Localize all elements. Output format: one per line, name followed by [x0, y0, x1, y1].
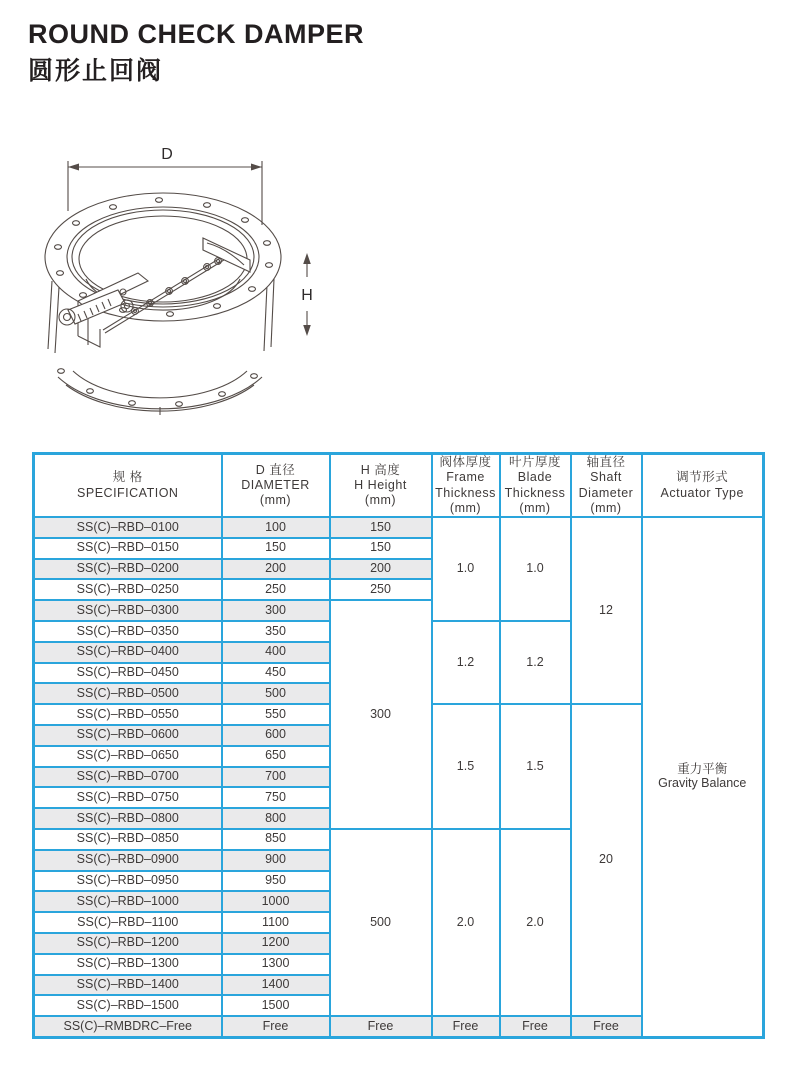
- spec-cell: SS(C)–RBD–1400: [34, 975, 222, 996]
- spec-table-head: [34, 454, 764, 518]
- spec-cell: SS(C)–RBD–0500: [34, 683, 222, 704]
- table-row: [34, 517, 764, 538]
- damper-isometric-drawing: [30, 133, 390, 433]
- diameter-cell: Free: [222, 1016, 330, 1037]
- column-header: 规 格 SPECIFICATION: [34, 454, 222, 518]
- height-cell: 150: [330, 517, 432, 538]
- dimension-height-label: H: [301, 287, 313, 304]
- spec-cell: SS(C)–RBD–0850: [34, 829, 222, 850]
- spec-cell: SS(C)–RBD–0450: [34, 663, 222, 684]
- spec-table-body: [34, 517, 764, 1037]
- height-cell: 150: [330, 538, 432, 559]
- diameter-cell: 600: [222, 725, 330, 746]
- blade-cell: Free: [500, 1016, 571, 1037]
- height-cell: 250: [330, 579, 432, 600]
- height-cell: 200: [330, 559, 432, 580]
- spec-cell: SS(C)–RBD–0400: [34, 642, 222, 663]
- diameter-cell: 450: [222, 663, 330, 684]
- technical-drawing: [30, 133, 390, 438]
- diameter-cell: 750: [222, 787, 330, 808]
- spec-cell: SS(C)–RBD–1200: [34, 933, 222, 954]
- blade-cell: 1.0: [500, 517, 571, 621]
- diameter-cell: 350: [222, 621, 330, 642]
- dimension-diameter-label: D: [161, 146, 173, 163]
- column-header: 轴直径 Shaft Diameter (mm): [571, 454, 642, 518]
- spec-cell: SS(C)–RBD–0200: [34, 559, 222, 580]
- height-cell: 300: [330, 600, 432, 829]
- height-cell: Free: [330, 1016, 432, 1037]
- blade-cell: 1.2: [500, 621, 571, 704]
- diameter-cell: 250: [222, 579, 330, 600]
- spec-cell: SS(C)–RBD–0550: [34, 704, 222, 725]
- diameter-cell: 1100: [222, 912, 330, 933]
- frame-cell: 1.2: [432, 621, 500, 704]
- frame-cell: Free: [432, 1016, 500, 1037]
- spec-cell: SS(C)–RBD–0350: [34, 621, 222, 642]
- bottom-flange-bolt-holes: [58, 369, 258, 407]
- diameter-cell: 500: [222, 683, 330, 704]
- column-header: 叶片厚度 Blade Thickness (mm): [500, 454, 571, 518]
- shaft-cell: 12: [571, 517, 642, 704]
- diameter-cell: 550: [222, 704, 330, 725]
- frame-cell: 1.5: [432, 704, 500, 829]
- blade-cell: 2.0: [500, 829, 571, 1016]
- column-header: 调节形式 Actuator Type: [642, 454, 764, 518]
- column-header: 阀体厚度 Frame Thickness (mm): [432, 454, 500, 518]
- actuator-cell: 重力平衡 Gravity Balance: [642, 517, 764, 1037]
- diameter-cell: 150: [222, 538, 330, 559]
- bottom-flange-inner-arc: [73, 371, 247, 398]
- diameter-cell: 300: [222, 600, 330, 621]
- spec-cell: SS(C)–RMBDRC–Free: [34, 1016, 222, 1037]
- blade-cell: 1.5: [500, 704, 571, 829]
- diameter-cell: 950: [222, 871, 330, 892]
- spec-cell: SS(C)–RBD–0600: [34, 725, 222, 746]
- spec-cell: SS(C)–RBD–1000: [34, 891, 222, 912]
- diameter-cell: 900: [222, 850, 330, 871]
- spec-cell: SS(C)–RBD–0700: [34, 767, 222, 788]
- diameter-cell: 1200: [222, 933, 330, 954]
- spec-cell: SS(C)–RBD–0300: [34, 600, 222, 621]
- spec-cell: SS(C)–RBD–1500: [34, 995, 222, 1016]
- spec-cell: SS(C)–RBD–1100: [34, 912, 222, 933]
- diameter-cell: 650: [222, 746, 330, 767]
- column-header: D 直径 DIAMETER (mm): [222, 454, 330, 518]
- shaft-cell: 20: [571, 704, 642, 1016]
- diameter-cell: 400: [222, 642, 330, 663]
- column-header: H 高度 H Height (mm): [330, 454, 432, 518]
- height-cell: 500: [330, 829, 432, 1016]
- spec-cell: SS(C)–RBD–1300: [34, 954, 222, 975]
- diameter-cell: 100: [222, 517, 330, 538]
- diameter-cell: 1500: [222, 995, 330, 1016]
- spec-cell: SS(C)–RBD–0650: [34, 746, 222, 767]
- diameter-cell: 700: [222, 767, 330, 788]
- diameter-cell: 800: [222, 808, 330, 829]
- page-title-zh: 圆形止回阀: [28, 57, 164, 85]
- spec-cell: SS(C)–RBD–0150: [34, 538, 222, 559]
- spec-cell: SS(C)–RBD–0800: [34, 808, 222, 829]
- diameter-cell: 1000: [222, 891, 330, 912]
- spec-cell: SS(C)–RBD–0750: [34, 787, 222, 808]
- frame-cell: 2.0: [432, 829, 500, 1016]
- spec-cell: SS(C)–RBD–0900: [34, 850, 222, 871]
- shaft-cell: Free: [571, 1016, 642, 1037]
- diameter-cell: 1300: [222, 954, 330, 975]
- page-title-en: ROUND CHECK DAMPER: [28, 19, 365, 49]
- frame-cell: 1.0: [432, 517, 500, 621]
- spec-cell: SS(C)–RBD–0950: [34, 871, 222, 892]
- diameter-cell: 1400: [222, 975, 330, 996]
- spec-table: [32, 452, 765, 1039]
- spec-cell: SS(C)–RBD–0250: [34, 579, 222, 600]
- diameter-cell: 850: [222, 829, 330, 850]
- spec-cell: SS(C)–RBD–0100: [34, 517, 222, 538]
- diameter-cell: 200: [222, 559, 330, 580]
